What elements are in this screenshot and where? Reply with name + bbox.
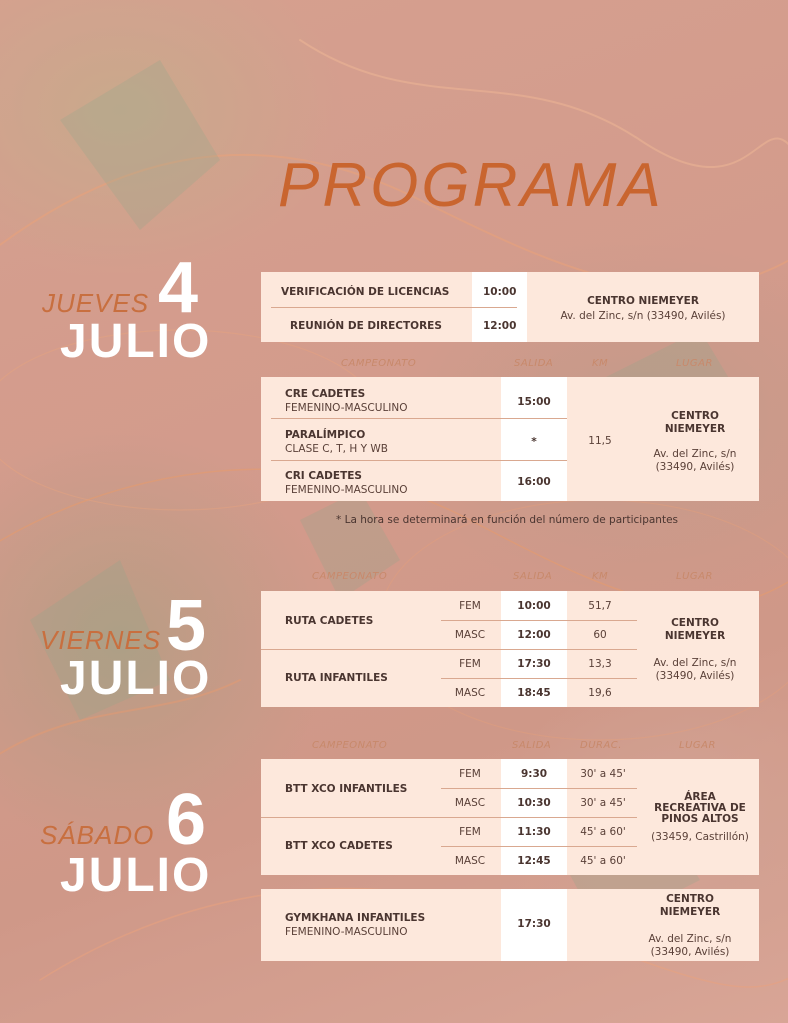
race-km: 51,7 [588,600,612,612]
race-time: 18:45 [517,687,551,699]
race-time: * [531,436,537,448]
race-duration: 30' a 45' [580,768,626,780]
race-duration: 45' a 60' [580,855,626,867]
race-place: NIEMEYER [659,906,721,918]
race-time: 17:30 [517,918,551,930]
race-category: MASC [454,687,486,699]
race-category: FEM [459,768,481,780]
race-time: 11:30 [517,826,551,838]
race-category: FEM [459,658,481,670]
day3-month: JULIO [60,849,212,902]
race-time: 15:00 [517,396,551,408]
day2-weekday: VIERNES [40,625,162,655]
race-place: RECREATIVA DE [654,802,746,814]
header-km: KM [592,358,609,369]
meeting-time: 10:00 [483,286,517,298]
header-lugar: LUGAR [676,358,713,369]
race-place: PINOS ALTOS [661,813,739,825]
race-sub: FEMENINO-MASCULINO [285,484,408,496]
day2-month: JULIO [60,652,212,705]
race-name: BTT XCO CADETES [285,840,393,852]
header-lugar: LUGAR [676,571,713,582]
race-category: MASC [454,797,486,809]
race-place: NIEMEYER [664,423,726,435]
race-category: FEM [459,600,481,612]
race-time: 9:30 [520,768,548,780]
race-time: 10:00 [517,600,551,612]
day1-month: JULIO [60,315,212,368]
race-address: (33490, Avilés) [655,461,735,473]
race-name: CRE CADETES [285,388,366,400]
race-km: 19,6 [588,687,612,699]
day1-weekday: JUEVES [42,288,150,318]
race-address: (33490, Avilés) [650,946,730,958]
race-name: CRI CADETES [285,470,362,482]
race-address: (33490, Avilés) [655,670,735,682]
page-title: PROGRAMA [278,151,664,220]
race-sub: FEMENINO-MASCULINO [285,402,408,414]
race-name: GYMKHANA INFANTILES [285,912,426,924]
race-time: 17:30 [517,658,551,670]
day2-number: 5 [166,586,207,666]
meeting-name: VERIFICACIÓN DE LICENCIAS [281,286,450,298]
header-salida: SALIDA [512,740,552,751]
race-category: FEM [459,826,481,838]
race-address: (33459, Castrillón) [651,831,749,843]
race-place: CENTRO [671,617,719,629]
race-duration: 45' a 60' [580,826,626,838]
race-duration: 30' a 45' [580,797,626,809]
header-salida: SALIDA [513,571,553,582]
header-km: KM [592,571,609,582]
race-km: 60 [593,629,607,641]
race-km: 11,5 [588,435,612,447]
race-name: BTT XCO INFANTILES [285,783,408,795]
race-time: 16:00 [517,476,551,488]
race-address: Av. del Zinc, s/n [653,448,737,460]
day3-number: 6 [166,780,207,860]
race-time: 12:00 [517,629,551,641]
header-lugar: LUGAR [679,740,716,751]
header-salida: SALIDA [514,358,554,369]
footnote: * La hora se determinará en función del número de participantes [336,514,678,526]
race-address: Av. del Zinc, s/n [648,933,732,945]
meeting-time: 12:00 [483,320,517,332]
race-sub: CLASE C, T, H Y WB [285,443,388,455]
race-category: MASC [454,855,486,867]
header-campeonato: CAMPEONATO [341,358,417,369]
race-name: RUTA INFANTILES [285,672,388,684]
header-duracion: DURAC. [580,740,622,751]
race-name: RUTA CADETES [285,615,374,627]
day1-number: 4 [158,248,199,328]
race-time: 10:30 [517,797,551,809]
race-place: ÁREA [684,791,716,803]
race-sub: FEMENINO-MASCULINO [285,926,408,938]
race-name: PARALÍMPICO [285,429,366,441]
meeting-name: REUNIÓN DE DIRECTORES [290,320,442,332]
day3-weekday: SÁBADO [40,820,155,850]
meeting-address: Av. del Zinc, s/n (33490, Avilés) [560,310,726,322]
race-place: NIEMEYER [664,630,726,642]
meeting-place: CENTRO NIEMEYER [587,295,699,307]
header-campeonato: CAMPEONATO [312,571,388,582]
race-km: 13,3 [588,658,612,670]
race-category: MASC [454,629,486,641]
race-place: CENTRO [671,410,719,422]
race-time: 12:45 [517,855,551,867]
header-campeonato: CAMPEONATO [312,740,388,751]
race-address: Av. del Zinc, s/n [653,657,737,669]
race-place: CENTRO [666,893,714,905]
